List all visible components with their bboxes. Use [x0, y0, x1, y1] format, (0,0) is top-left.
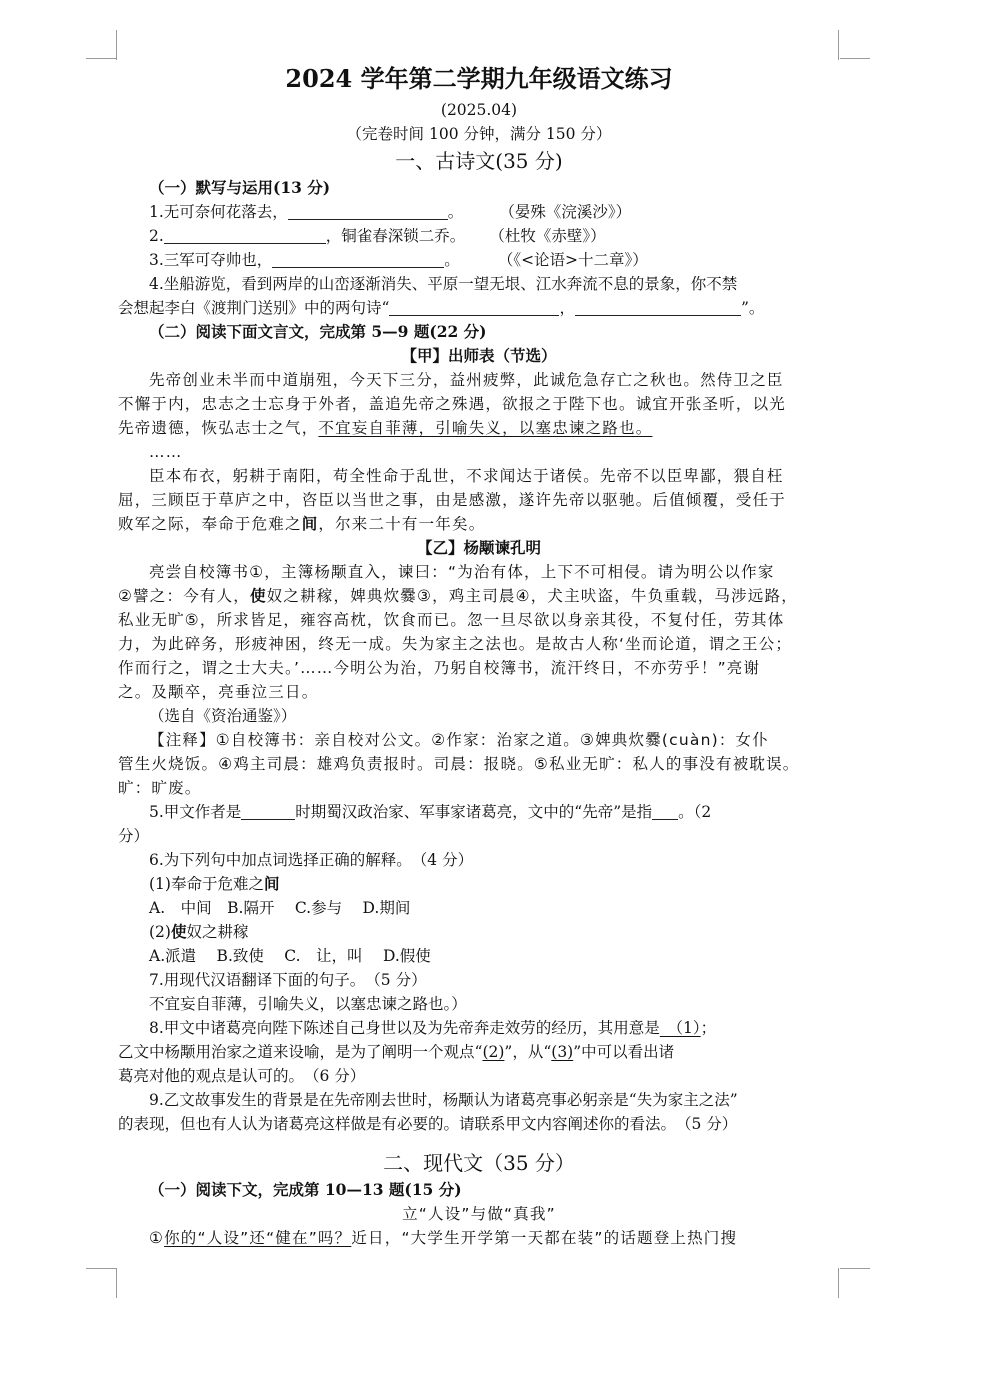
question-5	[118, 800, 840, 824]
question-1	[118, 200, 840, 224]
time-note: （完卷时间 100 分钟，满分 150 分）	[346, 125, 612, 143]
article-p1-text: 近日，“大学生开学第一天都在装”的话题登上热门搜	[351, 1229, 738, 1247]
yi-line3: 私业无旷⑤，所求皆足，雍容高枕，饮食而已。忽一旦尽欲以身亲其役，不复付任，劳其体	[118, 611, 785, 629]
jia-p2-line2: 屈，三顾臣于草庐之中，咨臣以当世之事，由是感激，遂许先帝以驱驰。后值倾覆，受任于	[118, 491, 787, 509]
article-p1-line1	[118, 1226, 840, 1250]
q4-sep: ，	[559, 299, 575, 317]
jia-p1-line1: 先帝创业未半而中道崩殂，今天下三分，益州疲弊，此诚危急存亡之秋也。然侍卫之臣	[149, 371, 784, 389]
notes-line3: 旷：旷废。	[118, 779, 202, 797]
page-title: 2024 学年第二学期九年级语文练习	[285, 64, 673, 93]
part2-heading: 二、现代文（35 分）	[383, 1151, 575, 1175]
article-underlined-question: 你的“人设”还“健在”吗？	[164, 1229, 352, 1247]
notes-line1: 【注释】①自校簿书：亲自校对公文。②作家：治家之道。③婢典炊爨(cuàn)：女仆	[149, 731, 769, 749]
q8-blank-1[interactable]: （1）	[659, 1019, 701, 1037]
question-9-line1: 9.乙文故事发生的背景是在先帝刚去世时，杨颙认为诸葛亮事必躬亲是“失为家主之法”	[149, 1091, 738, 1109]
yi-line4: 力，为此碎务，形疲神困，终无一成。失为家主之法也。是故古人称‘坐而论道，谓之王公；	[118, 635, 793, 653]
part2-sub1-heading: （一）阅读下文，完成第 10—13 题(15 分)	[149, 1180, 462, 1199]
q2-text: ，铜雀春深锁二乔。	[325, 227, 466, 245]
jia-ellipsis: ……	[149, 443, 183, 461]
q4-answer-blank-1[interactable]	[389, 298, 559, 316]
question-6-item2	[118, 920, 840, 944]
question-5-line2: 分）	[118, 827, 150, 845]
dotted-word-jian: 间	[301, 515, 319, 533]
q1-text: 1.无可奈何花落去，	[149, 203, 288, 221]
question-6-options1: A. 中间 B.隔开 C.参与 D.期间	[149, 899, 411, 917]
question-8-line3: 葛亮对他的观点是认可的。 （6 分）	[118, 1067, 366, 1085]
article-title: 立“人设”与做“真我”	[402, 1205, 556, 1223]
q8-line2-text: 乙文中杨颙用治家之道来设喻，是为了阐明一个观点“	[118, 1043, 483, 1061]
q2-number: 2.	[149, 227, 164, 245]
jia-p1-line2: 不懈于内，忠志之士忘身于外者，盖追先帝之殊遇，欲报之于陛下也。诚宜开张圣听，以光	[118, 395, 787, 413]
q8-text: 8.甲文中诸葛亮向陛下陈述自己身世以及为先帝奔走效劳的经历，其用意是	[149, 1019, 660, 1037]
q2-source: （杜牧《赤壁》）	[489, 227, 606, 245]
question-8-line2	[118, 1040, 840, 1064]
q8-line1-end: ；	[700, 1019, 717, 1037]
question-3	[118, 248, 840, 272]
paragraph-number: ①	[149, 1229, 165, 1247]
question-2	[118, 224, 840, 248]
crop-mark-top-left-h	[86, 58, 116, 59]
passage-jia-title: 【甲】出师表（节选）	[401, 346, 557, 365]
crop-mark-top-right-v	[838, 30, 839, 60]
q8-blank-3[interactable]: (3)	[551, 1043, 574, 1061]
q8-line2-end: ”中可以看出诸	[573, 1043, 675, 1061]
question-6-item1	[118, 872, 840, 896]
q5-answer-blank-1[interactable]	[241, 802, 295, 820]
sub2-heading: （二）阅读下面文言文，完成第 5—9 题(22 分)	[149, 322, 487, 341]
question-7-sentence: 不宜妄自菲薄，引喻失义，以塞忠谏之路也。）	[149, 995, 467, 1013]
q4-answer-blank-2[interactable]	[575, 298, 741, 316]
yi-line2-text: ②譬之：今有人，	[118, 587, 250, 605]
q6-item1-text: (1)奉命于危难之	[149, 875, 264, 893]
dotted-word-shi: 使	[250, 587, 267, 605]
q6-dotted-word-shi: 使	[170, 922, 187, 941]
crop-mark-bottom-right-v	[838, 1268, 839, 1298]
yi-source: （选自《资治通鉴》）	[149, 707, 297, 725]
jia-p2-line3-text: 败军之际，奉命于危难之	[118, 515, 302, 533]
question-8-line1	[118, 1016, 840, 1040]
question-4-line1: 4.坐船游览，看到两岸的山峦逐渐消失、平原一望无垠、江水奔流不息的景象，你不禁	[149, 275, 738, 293]
jia-underlined-sentence: 不宜妄自菲薄，引喻失义，以塞忠谏之路也。	[318, 419, 653, 437]
jia-p2-line1: 臣本布衣，躬耕于南阳，苟全性命于乱世，不求闻达于诸侯。先帝不以臣卑鄙，猥自枉	[149, 467, 784, 485]
exam-date: (2025.04)	[440, 101, 518, 119]
q3-end: 。	[444, 251, 460, 269]
q8-line2-mid: ”，从“	[504, 1043, 552, 1061]
question-6-options2: A.派遣 B.致使 C. 让，叫 D.假使	[149, 947, 431, 965]
notes-line2: 管生火烧饭。④鸡主司晨：雄鸡负责报时。司晨：报晓。⑤私业无旷：私人的事没有被耽误。	[118, 755, 800, 773]
q1-answer-blank[interactable]	[288, 202, 448, 220]
exam-page	[118, 60, 840, 1250]
q2-answer-blank[interactable]	[164, 226, 326, 244]
question-4-line2	[118, 296, 840, 320]
q1-source: （晏殊《浣溪沙》）	[499, 203, 632, 221]
crop-mark-bottom-right-h	[840, 1268, 870, 1269]
yi-line5: 作而行之，谓之士大夫。’……今明公为治，乃躬自校簿书，流汗终日，不亦劳乎！”亮谢	[118, 659, 761, 677]
sub1-heading: （一）默写与运用(13 分)	[149, 178, 331, 197]
q5-end: 。（2	[678, 803, 712, 821]
jia-p1-line3-text: 先帝遗德，恢弘志士之气，	[118, 419, 319, 437]
passage-yi-title: 【乙】杨颙谏孔明	[416, 538, 541, 557]
q3-text: 3.三军可夺帅也，	[149, 251, 273, 269]
jia-p2-line3-end: ，尔来二十有一年矣。	[318, 515, 486, 533]
question-6-stem: 6.为下列句中加点词选择正确的解释。 （4 分）	[149, 851, 474, 869]
question-9-line2: 的表现，但也有人认为诸葛亮这样做是有必要的。请联系甲文内容阐述你的看法。 （5 分）	[118, 1115, 738, 1133]
q1-end: 。	[447, 203, 464, 221]
q5-mid: 时期蜀汉政治家、军事家诸葛亮，文中的“先帝”是指	[295, 803, 653, 821]
q3-source: （《<论语>十二章》）	[497, 251, 648, 269]
crop-mark-top-left-v	[116, 30, 117, 60]
jia-p2-line3	[118, 512, 840, 536]
q4-text: 会想起李白《渡荆门送别》中的两句诗“	[118, 299, 390, 317]
yi-line6: 之。及颙卒，亮垂泣三日。	[118, 683, 319, 701]
q6-item2-num: (2)	[149, 923, 171, 941]
yi-line2	[118, 584, 840, 608]
q4-end: ”。	[740, 299, 765, 317]
q6-item2-text: 奴之耕稼	[186, 923, 249, 941]
q5-answer-blank-2[interactable]	[652, 802, 678, 820]
question-7-stem: 7.用现代汉语翻译下面的句子。 （5 分）	[149, 971, 427, 989]
crop-mark-top-right-h	[840, 58, 870, 59]
part1-heading: 一、古诗文(35 分)	[395, 149, 563, 173]
crop-mark-bottom-left-h	[86, 1268, 116, 1269]
jia-p1-line3	[118, 416, 840, 440]
yi-line1: 亮尝自校簿书①，主簿杨颙直入，谏曰：“为治有体，上下不可相侵。请为明公以作家	[149, 563, 775, 581]
q6-dotted-word-jian: 间	[263, 874, 280, 893]
q5-text: 5.甲文作者是	[149, 803, 242, 821]
crop-mark-bottom-left-v	[116, 1268, 117, 1298]
q3-answer-blank[interactable]	[272, 250, 444, 268]
yi-line2-end: 奴之耕稼，婢典炊爨③，鸡主司晨④，犬主吠盗，牛负重载，马涉远路，	[266, 587, 798, 605]
q8-blank-2[interactable]: (2)	[482, 1043, 505, 1061]
